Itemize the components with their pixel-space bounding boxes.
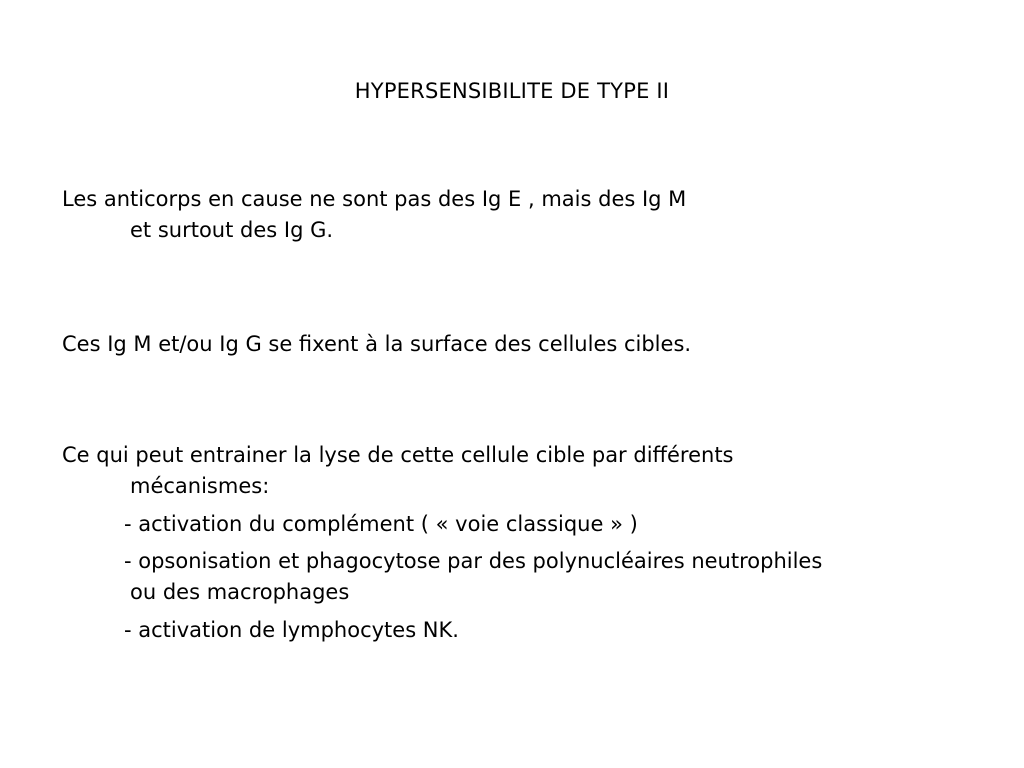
slide-title: HYPERSENSIBILITE DE TYPE II <box>354 79 670 103</box>
paragraph-3-line-1: Ce qui peut entrainer la lyse de cette cellule cible par différents <box>62 443 734 467</box>
paragraph-1-line-1: Les anticorps en cause ne sont pas des Ig E , mais des Ig M <box>62 187 687 211</box>
paragraph-1-line-2: et surtout des Ig G. <box>130 218 334 242</box>
paragraph-3-line-2: mécanismes: <box>130 474 270 498</box>
paragraph-2-line-1: Ces Ig M et/ou Ig G se fixent à la surface des cellules cibles. <box>62 332 692 356</box>
list-item-opsonisation: - opsonisation et phagocytose par des polynucléaires neutrophiles <box>124 549 823 573</box>
list-item-opsonisation-continued: ou des macrophages <box>130 580 350 604</box>
list-item-complement: - activation du complément ( « voie classique » ) <box>124 512 638 536</box>
list-item-nk: - activation de lymphocytes NK. <box>124 618 459 642</box>
